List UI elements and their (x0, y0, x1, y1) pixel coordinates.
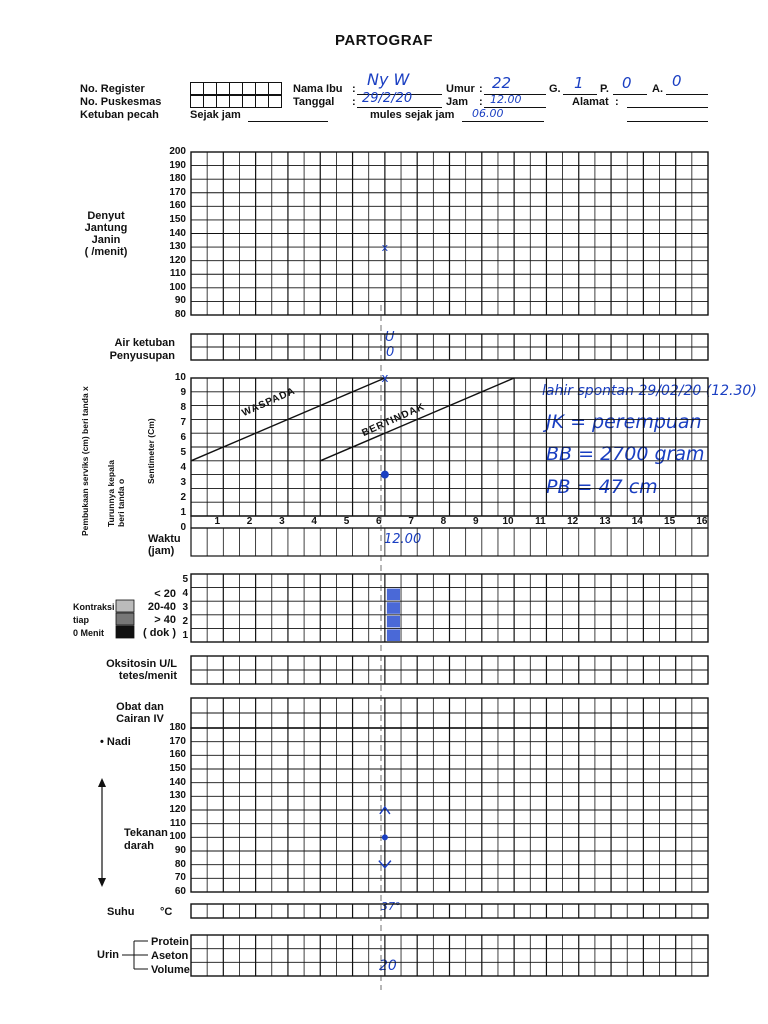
waktu-label: Waktu (148, 533, 181, 545)
serviks-x-tick: 4 (311, 516, 317, 527)
jam-label: Jam (446, 96, 469, 108)
serviks-x-tick: 15 (664, 516, 676, 527)
serviks-x-tick: 16 (696, 516, 708, 527)
penyusupan-value: 0 (386, 345, 395, 360)
mules-value: 06.00 (472, 107, 504, 120)
turunnya-kepala-label: Turunnya kepala beri tanda o (106, 460, 126, 527)
serviks-tick: 8 (180, 402, 186, 413)
kontraksi-fill (387, 629, 400, 641)
kontraksi-fill (387, 589, 400, 601)
nadi-tick: 110 (169, 817, 186, 829)
nadi-label: • Nadi (100, 736, 131, 748)
djj-label-4: ( /menit) (84, 246, 128, 258)
suhu-label: Suhu (107, 906, 135, 918)
legend-dark (116, 626, 134, 638)
a-value: 0 (672, 72, 682, 90)
note-line-2: JK = perempuan (546, 411, 702, 433)
tanggal-label: Tanggal (293, 96, 335, 108)
serviks-tick: 9 (180, 387, 186, 398)
serviks-x-tick: 9 (472, 516, 479, 527)
serviks-tick: 4 (180, 462, 186, 473)
djj-tick: 120 (169, 254, 186, 266)
waspada-label: WASPADA (240, 385, 298, 419)
nadi-tick: 160 (169, 749, 186, 761)
darah-label: darah (124, 840, 154, 852)
penyusupan-label: Penyusupan (109, 350, 175, 362)
nadi-tick: 170 (169, 735, 186, 747)
g-label: G. (549, 83, 561, 95)
serviks-tick: 2 (180, 492, 186, 503)
tekanan-label: Tekanan (124, 827, 168, 839)
nama-ibu-label: Nama Ibu (293, 83, 343, 95)
nama-ibu-value: Ny W (367, 70, 410, 89)
sentimeter-label: Sentimeter (Cm) (146, 418, 156, 484)
urin-volume-label: Volume (151, 964, 190, 976)
nadi-tick: 120 (169, 804, 186, 815)
note-line-1: lahir spontan 29/02/20 (12.30) (542, 383, 757, 399)
serviks-tick: 10 (174, 372, 186, 383)
djj-tick: 80 (174, 309, 186, 320)
nadi-tick: 70 (174, 872, 186, 884)
nadi-tick: 180 (169, 722, 186, 733)
legend-light (116, 600, 134, 612)
nadi-tick: 90 (174, 845, 186, 856)
serviks-x-tick: 1 (214, 516, 221, 527)
serviks-x-tick: 6 (376, 516, 382, 527)
djj-tick: 160 (169, 200, 186, 212)
tiap-label: tiap (73, 615, 90, 625)
serviks-x-tick: 7 (408, 516, 414, 527)
serviks-x-tick: 11 (535, 516, 546, 527)
djj-tick: 140 (169, 227, 186, 239)
kepala-o-mark (381, 471, 389, 479)
p-label: P. (600, 83, 609, 95)
urin-protein-label: Protein (151, 936, 189, 948)
air-ketuban-label: Air ketuban (114, 337, 175, 349)
djj-tick: 130 (169, 241, 186, 253)
nadi-tick: 100 (169, 831, 186, 843)
serviks-x-mark: x (381, 371, 389, 385)
kontraksi-tick: 1 (182, 630, 188, 641)
air-ketuban-value: U (385, 330, 395, 345)
serviks-hour-row (191, 516, 708, 528)
waktu-value: 12.00 (384, 532, 422, 547)
kontraksi-fill (387, 602, 400, 614)
nadi-tick: 140 (169, 776, 186, 788)
ketuban-pecah-label: Ketuban pecah (80, 109, 159, 121)
serviks-x-tick: 12 (567, 516, 579, 527)
djj-tick: 180 (169, 173, 186, 185)
djj-tick: 170 (169, 186, 186, 198)
note-line-4: PB = 47 cm (546, 476, 658, 498)
note-line-3: BB = 2700 gram (546, 443, 705, 465)
serviks-tick: 0 (180, 522, 186, 533)
mules-label: mules sejak jam (370, 109, 455, 121)
djj-tick: 90 (174, 295, 186, 307)
djj-mark: x (381, 241, 389, 255)
jam-value: 12.00 (490, 93, 522, 106)
serviks-x-tick: 14 (631, 516, 643, 527)
nadi-tick: 130 (169, 790, 186, 802)
serviks-tick: 6 (180, 432, 186, 443)
no-puskesmas-label: No. Puskesmas (80, 96, 162, 108)
serviks-x-tick: 3 (279, 516, 285, 527)
serviks-x-tick: 2 (246, 516, 253, 527)
serviks-tick: 1 (180, 507, 186, 518)
waktu-jam-label: (jam) (148, 545, 175, 557)
suhu-value: 37° (381, 900, 401, 913)
djj-label-2: Jantung (84, 222, 128, 234)
no-register-label: No. Register (80, 83, 145, 95)
serviks-tick: 7 (180, 417, 186, 428)
g-value: 1 (574, 74, 584, 92)
djj-tick: 100 (169, 281, 186, 293)
nadi-tick: 60 (174, 886, 186, 897)
nadi-tick: 150 (169, 763, 186, 774)
urin-volume-value: 20 (379, 958, 397, 974)
urin-aseton-label: Aseton (151, 950, 189, 962)
djj-tick: 150 (169, 213, 186, 225)
kontraksi-row-4: ( dok ) (143, 627, 176, 639)
umur-label: Umur (446, 83, 475, 95)
pembukaan-serviks-label: Pembukaan serviks (cm) beri tanda x (80, 386, 90, 536)
djj-label-3: Janin (91, 234, 121, 246)
kontraksi-tick: 4 (182, 588, 188, 599)
djj-tick: 110 (169, 268, 186, 280)
kontraksi-label: Kontraksi (73, 602, 115, 612)
serviks-x-tick: 13 (599, 516, 611, 527)
nadi-mark (382, 834, 388, 840)
serviks-x-tick: 8 (440, 516, 447, 527)
kontraksi-row-1: < 20 (154, 588, 176, 600)
kontraksi-tick: 3 (182, 602, 188, 613)
serviks-x-tick: 10 (502, 516, 514, 527)
tekanan-arrow-down (98, 878, 106, 887)
menit-label: 0 Menit (73, 628, 105, 638)
nadi-tick: 80 (174, 858, 186, 870)
djj-label-1: Denyut (87, 210, 125, 222)
legend-mid (116, 613, 134, 625)
djj-tick: 190 (169, 159, 186, 171)
kontraksi-fill (387, 616, 400, 628)
suhu-unit: °C (160, 906, 173, 918)
serviks-tick: 5 (180, 447, 186, 458)
obat-label: Obat dan (116, 701, 164, 713)
djj-tick: 200 (169, 146, 186, 157)
kontraksi-row-2: 20-40 (147, 601, 176, 613)
kontraksi-tick: 2 (182, 616, 188, 627)
tekanan-arrow-up (98, 778, 106, 787)
cairan-label: Cairan IV (116, 713, 164, 725)
bertindak-label: BERTINDAK (360, 401, 427, 439)
a-label: A. (652, 83, 663, 95)
alamat-label: Alamat (572, 96, 609, 108)
tanggal-value: 29/2/20 (362, 91, 413, 106)
serviks-x-tick: 5 (343, 516, 350, 527)
oksitosin-label: Oksitosin U/L (106, 658, 177, 670)
sejak-jam-label: Sejak jam (190, 109, 241, 121)
kontraksi-tick: 5 (182, 574, 188, 585)
urin-label: Urin (97, 949, 119, 961)
p-value: 0 (622, 74, 632, 92)
page-title: PARTOGRAF (334, 32, 434, 49)
tetes-label: tetes/menit (118, 670, 177, 682)
kontraksi-row-3: > 40 (154, 614, 176, 626)
serviks-tick: 3 (180, 477, 186, 488)
umur-value: 22 (492, 74, 512, 92)
